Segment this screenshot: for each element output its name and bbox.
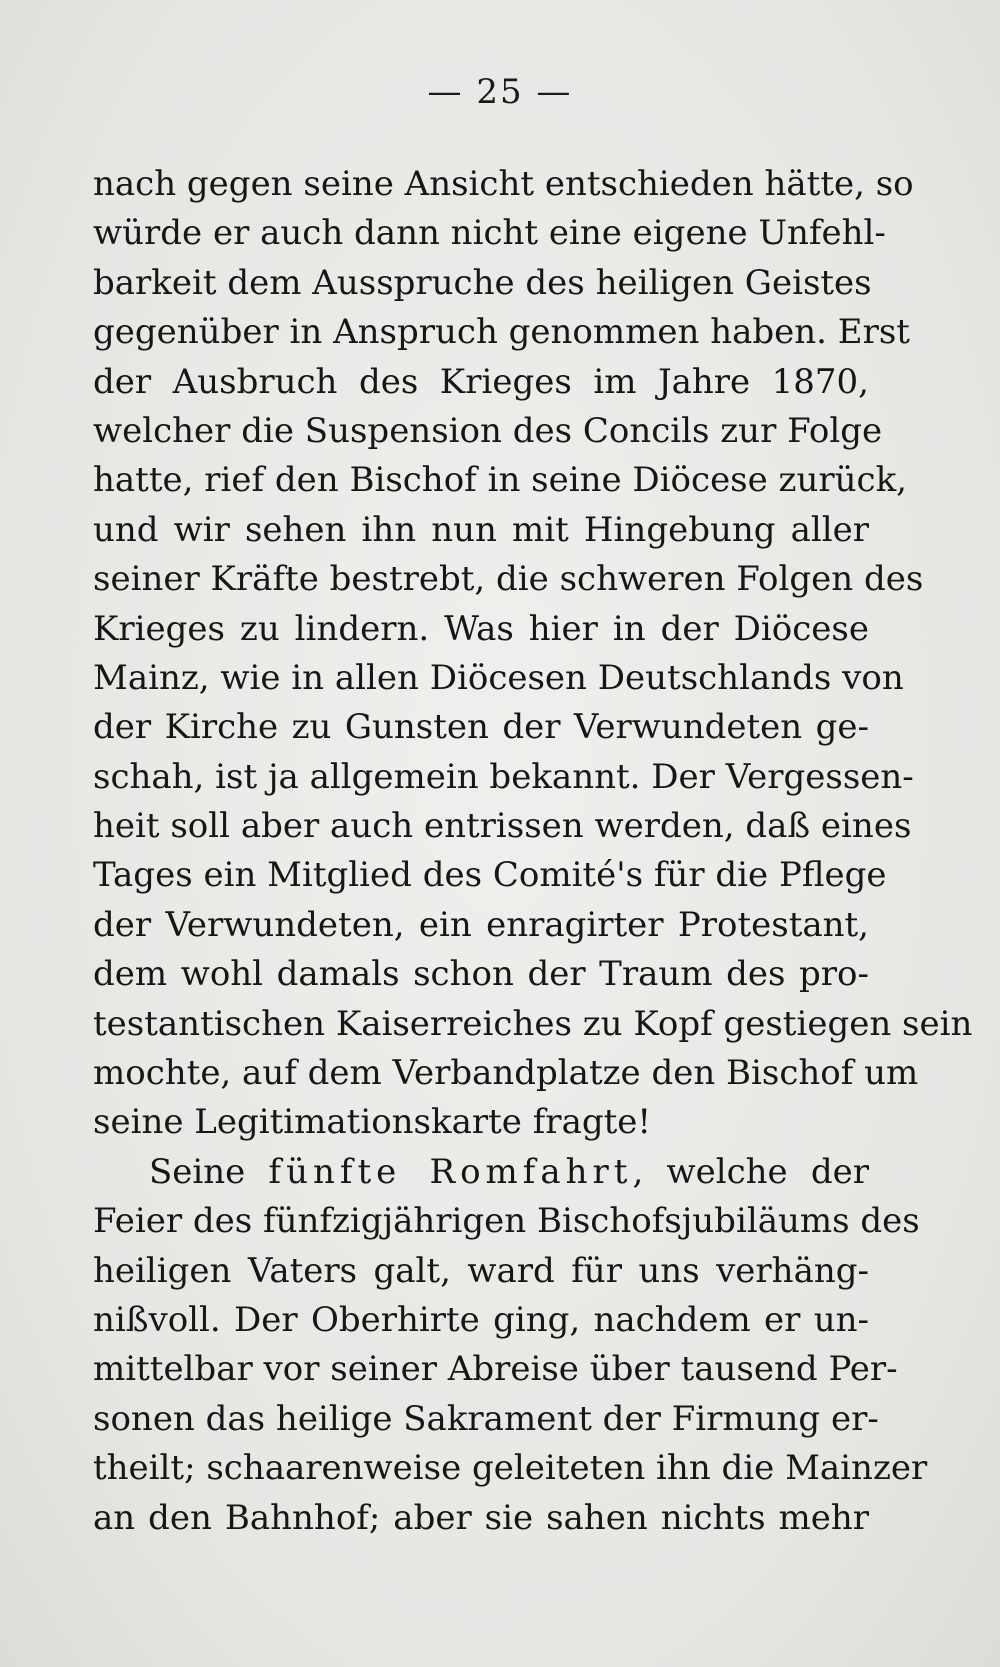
text-line: mittelbar vor seiner Abreise über tausend Per- — [93, 1349, 898, 1390]
text-line: der Kirche zu Gunsten der Verwundeten ge- — [93, 707, 869, 748]
text-line: der Verwundeten, ein enragirter Protestant, — [93, 904, 869, 945]
text-line: würde er auch dann nicht eine eigene Unfehl- — [93, 213, 886, 254]
emphasized-phrase: fünfte Romfahrt — [268, 1151, 633, 1192]
text-line: nißvoll. Der Oberhirte ging, nachdem er un- — [93, 1299, 869, 1340]
text-line: Krieges zu lindern. Was hier in der Diöcese — [93, 608, 869, 649]
text-line: an den Bahnhof; aber sie sahen nichts mehr — [93, 1497, 869, 1538]
text-line: Feier des fünfzigjährigen Bischofsjubiläums des — [93, 1201, 920, 1242]
text-line: theilt; schaarenweise geleiteten ihn die Mainzer — [93, 1448, 928, 1489]
paragraph-first-line — [93, 1148, 869, 1197]
text-line: Tages ein Mitglied des Comité's für die Pflege — [93, 855, 887, 896]
text-line: der Ausbruch des Krieges im Jahre 1870, — [93, 361, 869, 402]
body-text — [93, 160, 973, 1543]
text-line: seiner Kräfte bestrebt, die schweren Folgen des — [93, 559, 924, 600]
text-line: gegenüber in Anspruch genommen haben. Erst — [93, 312, 910, 353]
text-line: nach gegen seine Ansicht entschieden hätte, so — [93, 164, 914, 204]
text-line: welcher die Suspension des Concils zur Folge — [93, 410, 883, 451]
text-line: barkeit dem Ausspruche des heiligen Geistes — [93, 262, 872, 303]
paragraph-start-text: Seine — [149, 1151, 269, 1192]
page-number: — 25 — — [427, 72, 573, 112]
text-line: hatte, rief den Bischof in seine Diöcese zurück, — [93, 460, 907, 501]
paragraph-start-rest: , welche der — [632, 1151, 869, 1192]
text-line: sonen das heilige Sakrament der Firmung er- — [93, 1398, 879, 1439]
text-line: schah, ist ja allgemein bekannt. Der Vergessen- — [93, 756, 914, 797]
text-line: testantischen Kaiserreiches zu Kopf gestiegen sein — [93, 1003, 973, 1044]
text-line: und wir sehen ihn nun mit Hingebung aller — [93, 509, 869, 550]
text-line: heit soll aber auch entrissen werden, daß eines — [93, 806, 912, 847]
text-line: heiligen Vaters galt, ward für uns verhäng- — [93, 1250, 869, 1291]
text-line: dem wohl damals schon der Traum des pro- — [93, 954, 869, 995]
text-line: mochte, auf dem Verbandplatze den Bischof um — [93, 1053, 919, 1094]
paragraph-end-line: seine Legitimationskarte fragte! — [93, 1102, 652, 1143]
text-line: Mainz, wie in allen Diöcesen Deutschlands von — [93, 657, 904, 698]
